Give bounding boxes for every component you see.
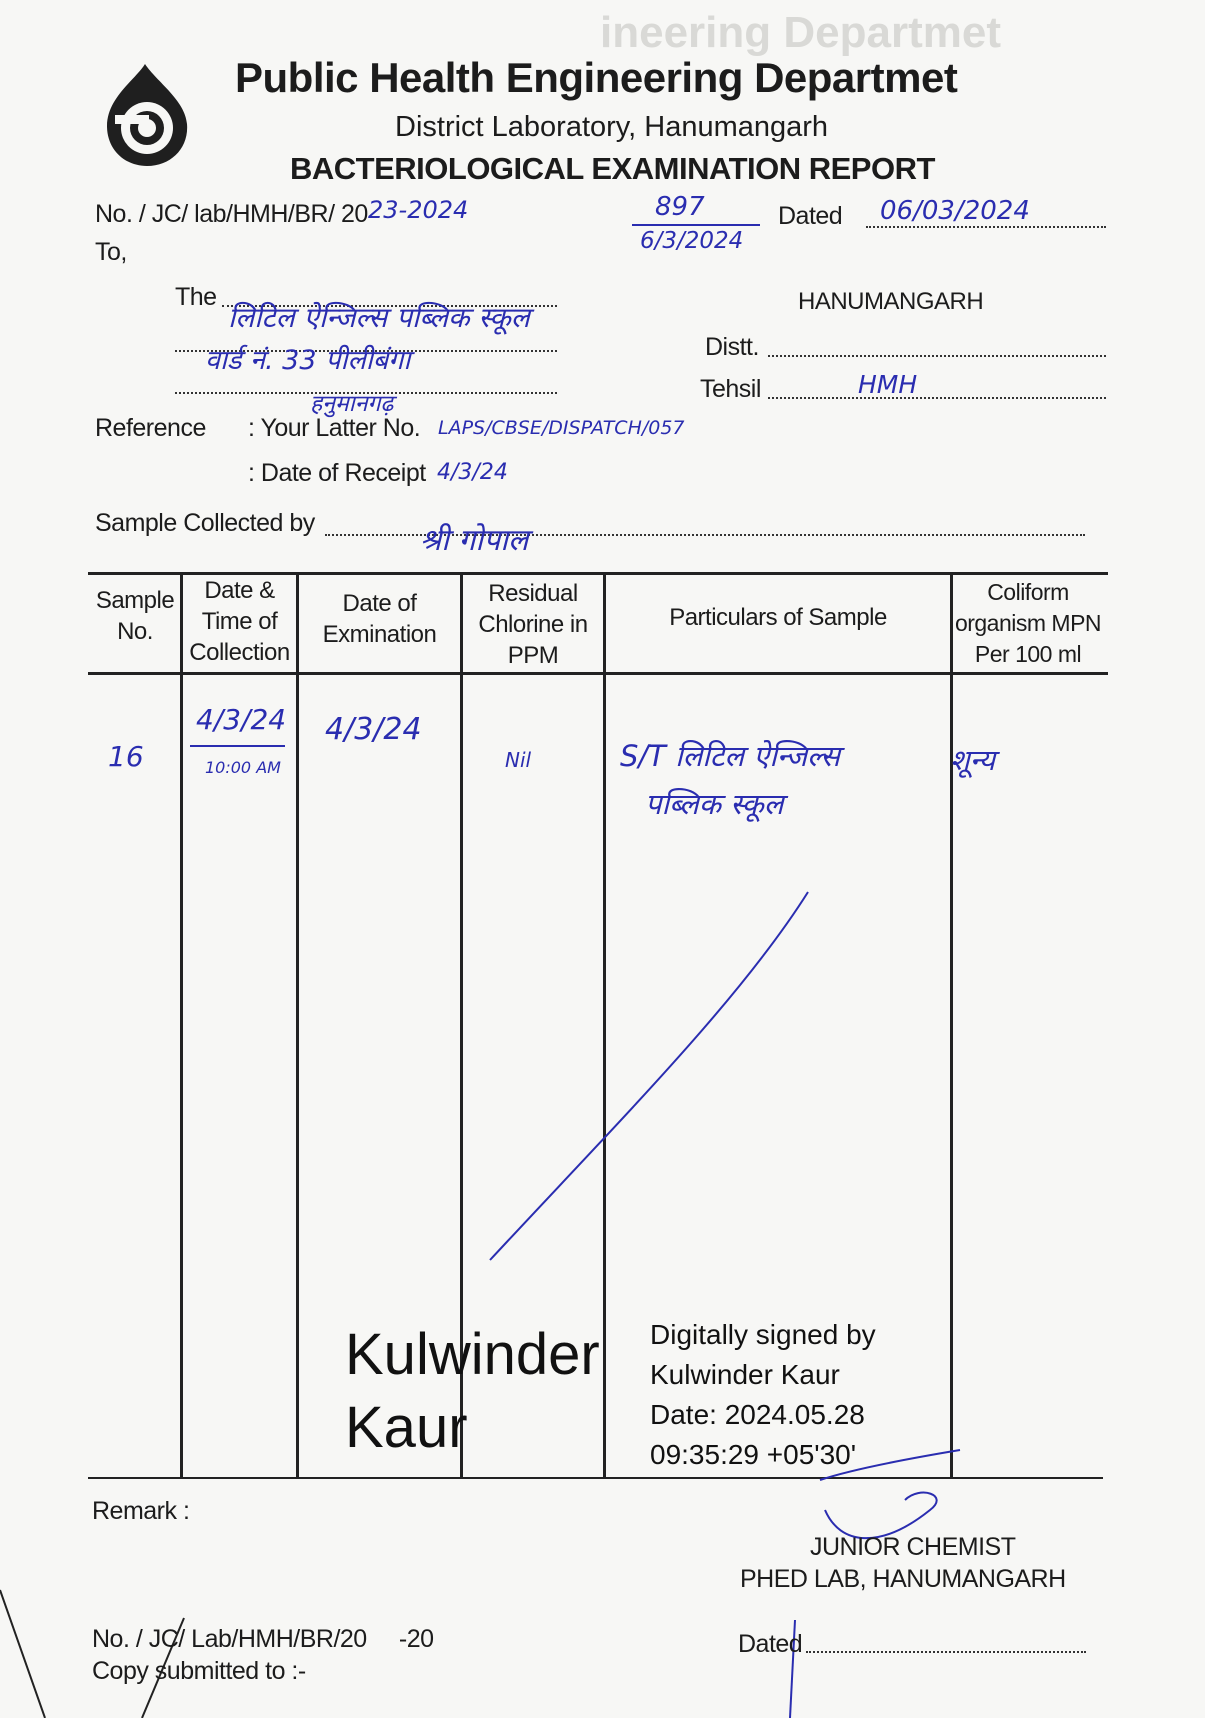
remark-label: Remark : [92,1497,190,1525]
dispatch-date: 6/3/2024 [640,228,744,254]
header-label: Sample No. [95,587,175,645]
lab-line: PHED LAB, HANUMANGARH [740,1565,1066,1593]
header-label: Date of Exmination [322,590,437,648]
receipt-label: : Date of Receipt [248,459,426,487]
addressee-line-1: लिटिल ऐन्जिल्स पब्लिक स्कूल [228,301,530,334]
cell-exam-date: 4/3/24 [325,712,422,747]
lab-name: District Laboratory, Hanumangarh [395,111,829,143]
the-label: The [175,283,217,311]
department-title: Public Health Engineering Departmet [235,54,958,101]
designation-label: JUNIOR CHEMIST [810,1533,1016,1561]
report-title: BACTERIOLOGICAL EXAMINATION REPORT [290,151,935,186]
signer-name: Kulwinder Kaur [345,1322,600,1460]
footer-dated-dots [806,1651,1086,1653]
signature-detail-line: Date: 2024.05.28 [650,1399,865,1430]
report-number-label: No. / JC/ lab/HMH/BR/ 20 [95,200,368,228]
letter-label: : Your Latter No. [248,414,421,442]
receipt-value: 4/3/24 [437,460,508,485]
addressee-line-3: हनुमानगढ़ [310,391,394,417]
signature-detail-line: Digitally signed by [650,1319,876,1350]
cell-particulars-line-1: S/T लिटिल ऐन्जिल्स [620,739,841,773]
district-value: HANUMANGARH [798,288,984,315]
background-watermark: ineering Departmet [600,8,1001,57]
header-label: Coliform organism MPN Per 100 ml [954,579,1102,667]
dispatch-number: 897 [655,192,705,222]
header-label: Particulars of Sample [669,604,887,631]
header-label: Residual Chlorine in PPM [478,580,588,669]
signature-details [650,1315,950,1475]
report-number-year: 23-2024 [368,196,469,224]
signature-detail-line: Kulwinder Kaur [650,1359,840,1390]
collected-by-value: श्री गोपाल [420,523,529,558]
addressee-line-2: वार्ड नं. 33 पीलीबंगा [205,345,411,376]
tehsil-value: HMH [858,370,918,399]
collected-by-label: Sample Collected by [95,509,315,537]
cell-collection-time: 10:00 AM [205,758,281,777]
signature-detail-line: 09:35:29 +05'30' [650,1439,857,1470]
tehsil-label: Tehsil [700,375,761,403]
district-label: Distt. [705,333,759,361]
dated-label: Dated [778,202,843,230]
cell-particulars-line-2: पब्लिक स्कूल [645,787,784,821]
cell-chlorine: Nil [505,748,532,772]
reference-label: Reference [95,414,206,442]
cell-sample-no: 16 [108,740,144,773]
footer-number-label: No. / JC/ Lab/HMH/BR/20 -20 [92,1625,434,1653]
cell-coliform: शून्य [950,743,996,777]
copy-submitted-label: Copy submitted to :- [92,1657,306,1685]
to-label: To, [95,238,127,266]
footer-dated-label: Dated [738,1630,803,1658]
cell-collection-date: 4/3/24 [196,703,287,736]
dated-value: 06/03/2024 [880,196,1030,226]
header-label: Date & Time of Collection [189,577,290,666]
letter-value: LAPS/CBSE/DISPATCH/057 [438,417,685,439]
